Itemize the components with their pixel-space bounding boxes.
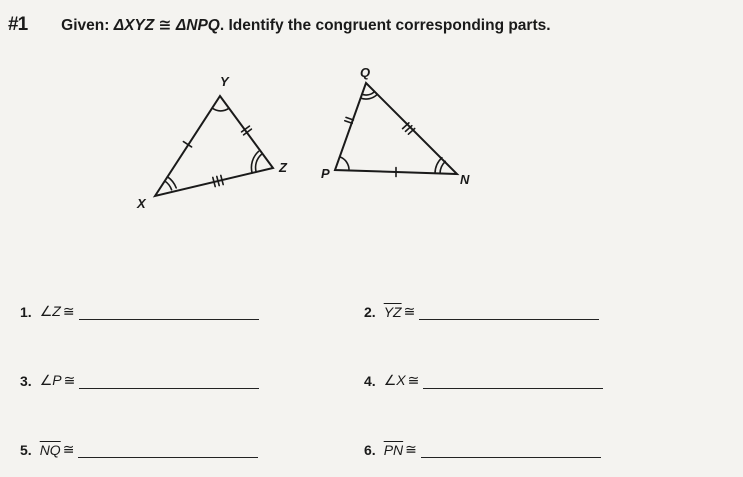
problem-number: #1 [8, 14, 28, 35]
question-6-expression [384, 442, 403, 458]
given-suffix: . Identify the congruent corresponding parts. [219, 16, 551, 34]
question-1-congruent: ≅ [62, 303, 75, 319]
question-2-congruent: ≅ [403, 303, 416, 319]
question-5-congruent: ≅ [62, 441, 75, 457]
question-6-congruent: ≅ [405, 441, 417, 457]
question-4-angle-symbol: ∠ [383, 372, 397, 388]
question-5-answer-blank[interactable] [78, 441, 258, 458]
label-z: Z [279, 160, 287, 175]
question-6-answer-blank[interactable] [421, 441, 601, 458]
question-2-expression [384, 304, 402, 320]
question-3-congruent: ≅ [63, 372, 76, 388]
question-1-number: 1. [20, 304, 32, 320]
label-p: P [321, 166, 330, 181]
given-triangle-2: ΔNPQ [175, 16, 220, 34]
angle-z-arc-inner [256, 155, 262, 172]
question-3-angle-symbol: ∠ [39, 372, 53, 388]
question-4-number: 4. [364, 373, 376, 389]
question-1-expression [40, 303, 61, 320]
question-3 [20, 372, 259, 389]
question-2 [364, 303, 599, 320]
question-6-segment: $\overline{PN}$ [383, 442, 404, 458]
given-congruent: ≅ [154, 16, 176, 34]
question-4-answer-blank[interactable] [423, 372, 603, 389]
question-3-answer-blank[interactable] [79, 372, 259, 389]
question-6-number: 6. [364, 442, 376, 458]
label-q: Q [360, 65, 371, 80]
given-prefix: Given: [61, 16, 114, 34]
label-x: X [137, 196, 146, 211]
angle-x-arc-inner [165, 181, 172, 190]
question-4 [364, 372, 603, 389]
question-3-number: 3. [20, 373, 32, 389]
question-1 [20, 303, 259, 320]
question-1-answer-blank[interactable] [79, 303, 259, 320]
question-1-angle-symbol: ∠ [39, 303, 53, 319]
given-triangle-1: ΔXYZ [113, 16, 155, 34]
question-3-variable: P [52, 372, 62, 388]
question-2-number: 2. [364, 304, 376, 320]
angle-x-arc-outer [168, 177, 177, 188]
question-4-variable: X [396, 372, 406, 388]
question-2-answer-blank[interactable] [419, 303, 599, 320]
question-3-expression [40, 372, 62, 389]
angle-n-arc-inner [440, 161, 445, 173]
angle-y-arc [212, 108, 229, 111]
question-5-number: 5. [20, 442, 32, 458]
label-n: N [460, 172, 470, 187]
angle-q-arc-inner [362, 92, 374, 95]
question-5-segment: $\overline{NQ}$ [39, 442, 61, 458]
question-5-expression [40, 442, 61, 458]
label-y: Y [220, 74, 229, 89]
question-1-variable: Z [52, 303, 61, 319]
angle-p-arc [340, 157, 349, 171]
question-2-segment: $\overline{YZ}$ [383, 304, 402, 320]
question-4-congruent: ≅ [407, 372, 420, 388]
question-5 [20, 441, 258, 458]
triangle-npq [335, 83, 457, 177]
question-4-expression [384, 372, 406, 389]
question-6 [364, 441, 601, 458]
triangle-xyz [155, 96, 273, 196]
